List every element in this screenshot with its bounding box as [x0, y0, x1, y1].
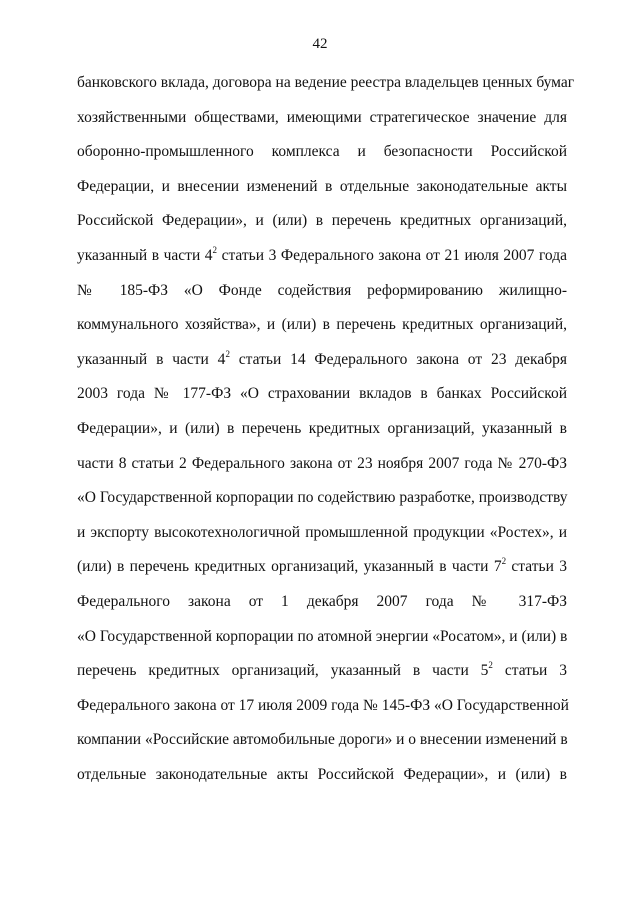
text-line [77, 592, 567, 627]
text-segment: коммунального хозяйства», и (или) в перечень кредитных организаций, [77, 316, 567, 334]
text-line [77, 350, 567, 385]
body-text [77, 73, 575, 799]
text-segment: Федерального закона от 17 июля 2009 года № 145-ФЗ «О Государственной [77, 696, 569, 714]
text-segment: Федерации», и (или) в перечень кредитных организаций, указанный в [77, 419, 567, 437]
text-segment: банковского вклада, договора на ведение реестра владельцев ценных бумаг [77, 74, 575, 91]
text-segment: отдельные законодательные акты Российской Федерации», и (или) в [77, 765, 567, 783]
text-line [77, 246, 567, 281]
text-segment: компании «Российские автомобильные дороги» и о внесении изменений в [77, 731, 568, 749]
text-segment: Федерального закона от 1 декабря 2007 года № 317-ФЗ [77, 592, 567, 610]
text-line [77, 211, 567, 246]
text-line [77, 281, 567, 316]
superscript: 2 [212, 244, 218, 255]
text-segment: указанный в части 4 [77, 350, 226, 368]
text-line [77, 454, 567, 489]
superscript: 2 [488, 660, 493, 671]
text-segment: Федерации, и внесении изменений в отдельные законодательные акты [77, 177, 567, 195]
text-line [77, 108, 567, 143]
text-segment: «О Государственной корпорации по атомной энергии «Росатом», и (или) в [77, 627, 568, 645]
text-segment: № 185-ФЗ «О Фонде содействия реформированию жилищно- [77, 281, 567, 299]
text-segment: статьи 3 Федерального закона от 21 июля 2007 года [217, 246, 568, 264]
text-line [77, 419, 567, 454]
text-line [77, 315, 567, 350]
text-line [77, 765, 567, 800]
page-number: 42 [312, 36, 328, 52]
text-line [77, 557, 567, 592]
text-segment: перечень кредитных организаций, указанный в части 5 [77, 662, 489, 680]
text-segment: статьи 3 [492, 662, 567, 680]
text-line [77, 730, 567, 765]
text-line [77, 696, 567, 731]
text-segment: 2003 года № 177-ФЗ «О страховании вкладов в банках Российской [77, 385, 567, 403]
text-line [77, 627, 567, 662]
text-segment: статьи 3 [506, 558, 567, 576]
text-segment: и экспорту высокотехнологичной промышленной продукции «Ростех», и [77, 523, 567, 541]
text-segment: оборонно-промышленного комплекса и безопасности Российской [77, 143, 567, 161]
text-line [77, 384, 567, 419]
text-line [77, 142, 567, 177]
text-segment: хозяйственными обществами, имеющими стратегическое значение для [77, 108, 567, 126]
text-line [77, 661, 567, 696]
text-segment: Российской Федерации», и (или) в перечень кредитных организаций, [77, 212, 567, 230]
superscript: 2 [501, 556, 507, 567]
text-line [77, 523, 567, 558]
text-segment: части 8 статьи 2 Федерального закона от 23 ноября 2007 года № 270-ФЗ [77, 454, 567, 472]
text-segment: (или) в перечень кредитных организаций, указанный в части 7 [77, 558, 502, 576]
text-line [77, 177, 567, 212]
superscript: 2 [225, 348, 230, 359]
text-segment: указанный в части 4 [77, 246, 213, 264]
text-line [77, 488, 567, 523]
text-segment: статьи 14 Федерального закона от 23 декабря [229, 350, 567, 368]
text-segment: «О Государственной корпорации по содействию разработке, производству [77, 489, 568, 507]
text-line [77, 73, 575, 108]
